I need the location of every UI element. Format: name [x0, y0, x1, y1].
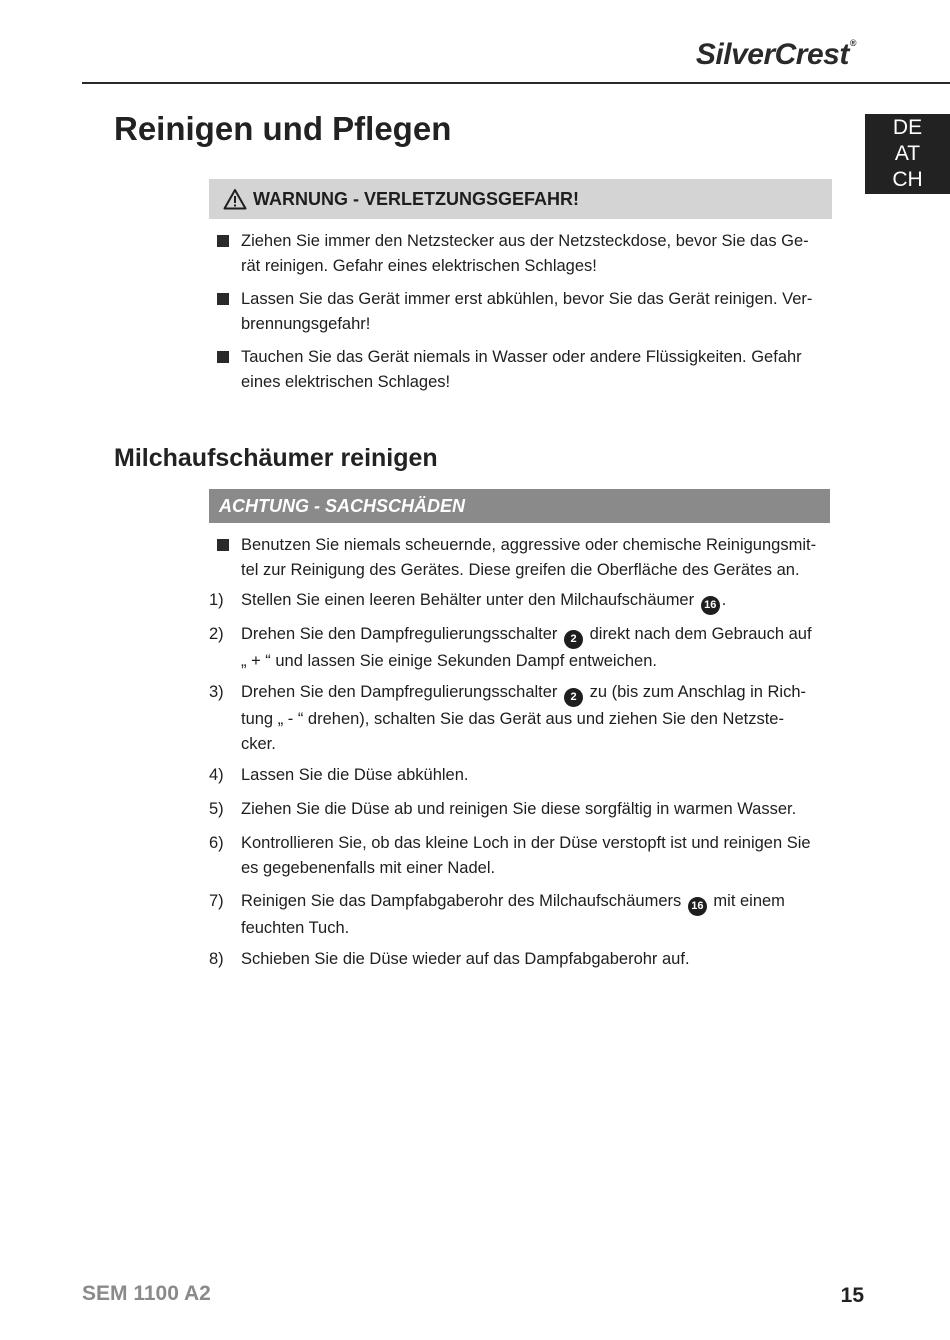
header-rule [82, 82, 950, 84]
step-number: 7) [209, 892, 224, 910]
step-text: Stellen Sie einen leeren Behälter unter den Milchaufschäumer 16 . [241, 588, 832, 615]
caution-label: ACHTUNG - SACHSCHÄDEN [219, 495, 465, 516]
part-number-badge: 2 [564, 688, 583, 707]
part-number-badge: 16 [701, 596, 720, 615]
step-text: Drehen Sie den Dampfregulierungsschalter 2 zu (bis zum Anschlag in Rich- tung „ - “ drehen), schalten Sie das Gerät aus und ziehen Sie den Netzste- cker. [241, 683, 807, 753]
step-item [209, 680, 832, 757]
caution-item-text: Benutzen Sie niemals scheuernde, aggressive oder chemische Reinigungsmit- tel zur Reinigung des Gerätes. Diese greifen die Oberfläche des Gerätes an. [241, 536, 817, 579]
warning-item-text: Lassen Sie das Gerät immer erst abkühlen, bevor Sie das Gerät reinigen. Ver- brennungsgefahr! [241, 290, 813, 333]
warning-item-text: Tauchen Sie das Gerät niemals in Wasser oder andere Flüssigkeiten. Gefahr eines elektrischen Schlages! [241, 348, 802, 391]
step-item [209, 797, 832, 822]
warning-banner [209, 179, 832, 219]
footer-model: SEM 1100 A2 [82, 1282, 211, 1305]
step-number: 5) [209, 800, 224, 818]
language-de: DE [892, 116, 923, 139]
part-number-badge: 16 [688, 897, 707, 916]
step-number: 3) [209, 683, 224, 701]
warning-item-text: Ziehen Sie immer den Netzstecker aus der Netzsteckdose, bevor Sie das Ge- rät reinigen. Gefahr eines elektrischen Schlages! [241, 232, 809, 275]
warning-item [209, 287, 832, 337]
section-heading: Milchaufschäumer reinigen [114, 444, 438, 472]
page-title: Reinigen und Pflegen [114, 110, 452, 147]
brand-logo [696, 38, 856, 72]
page-number: 15 [840, 1284, 864, 1307]
bullet-square [217, 351, 229, 363]
language-tab [865, 114, 950, 194]
warning-item [209, 345, 832, 395]
step-item [209, 763, 832, 788]
language-ch: CH [892, 168, 923, 191]
step-text: Kontrollieren Sie, ob das kleine Loch in der Düse verstopft ist und reinigen Sie es gegebenenfalls mit einer Nadel. [241, 834, 811, 877]
step-text: Reinigen Sie das Dampfabgaberohr des Milchaufschäumers 16 mit einem feuchten Tuch. [241, 892, 785, 937]
step-text: Lassen Sie die Düse abkühlen. [241, 766, 469, 784]
caution-item [209, 533, 832, 583]
part-number-badge: 2 [564, 630, 583, 649]
warning-triangle-icon [223, 188, 247, 210]
step-item [209, 588, 832, 615]
caution-banner [209, 489, 830, 523]
bullet-square [217, 539, 229, 551]
step-number: 2) [209, 625, 224, 643]
step-number: 6) [209, 834, 224, 852]
step-number: 4) [209, 766, 224, 784]
brand-name: SilverCrest [695, 38, 849, 71]
warning-label: WARNUNG - VERLETZUNGSGEFAHR! [253, 188, 579, 209]
step-text: Ziehen Sie die Düse ab und reinigen Sie diese sorgfältig in warmen Wasser. [241, 800, 797, 818]
bullet-square [217, 293, 229, 305]
step-number: 8) [209, 950, 224, 968]
step-item [209, 831, 832, 881]
bullet-square [217, 235, 229, 247]
registered-mark: ® [849, 38, 856, 48]
step-item [209, 622, 832, 674]
step-item [209, 947, 832, 972]
language-at: AT [894, 142, 921, 165]
warning-item [209, 229, 832, 279]
step-item [209, 889, 832, 941]
step-text: Drehen Sie den Dampfregulierungsschalter 2 direkt nach dem Gebrauch auf „ + “ und lassen Sie einige Sekunden Dampf entweichen. [241, 625, 812, 670]
step-text: Schieben Sie die Düse wieder auf das Dampfabgaberohr auf. [241, 950, 690, 968]
step-number: 1) [209, 591, 224, 609]
